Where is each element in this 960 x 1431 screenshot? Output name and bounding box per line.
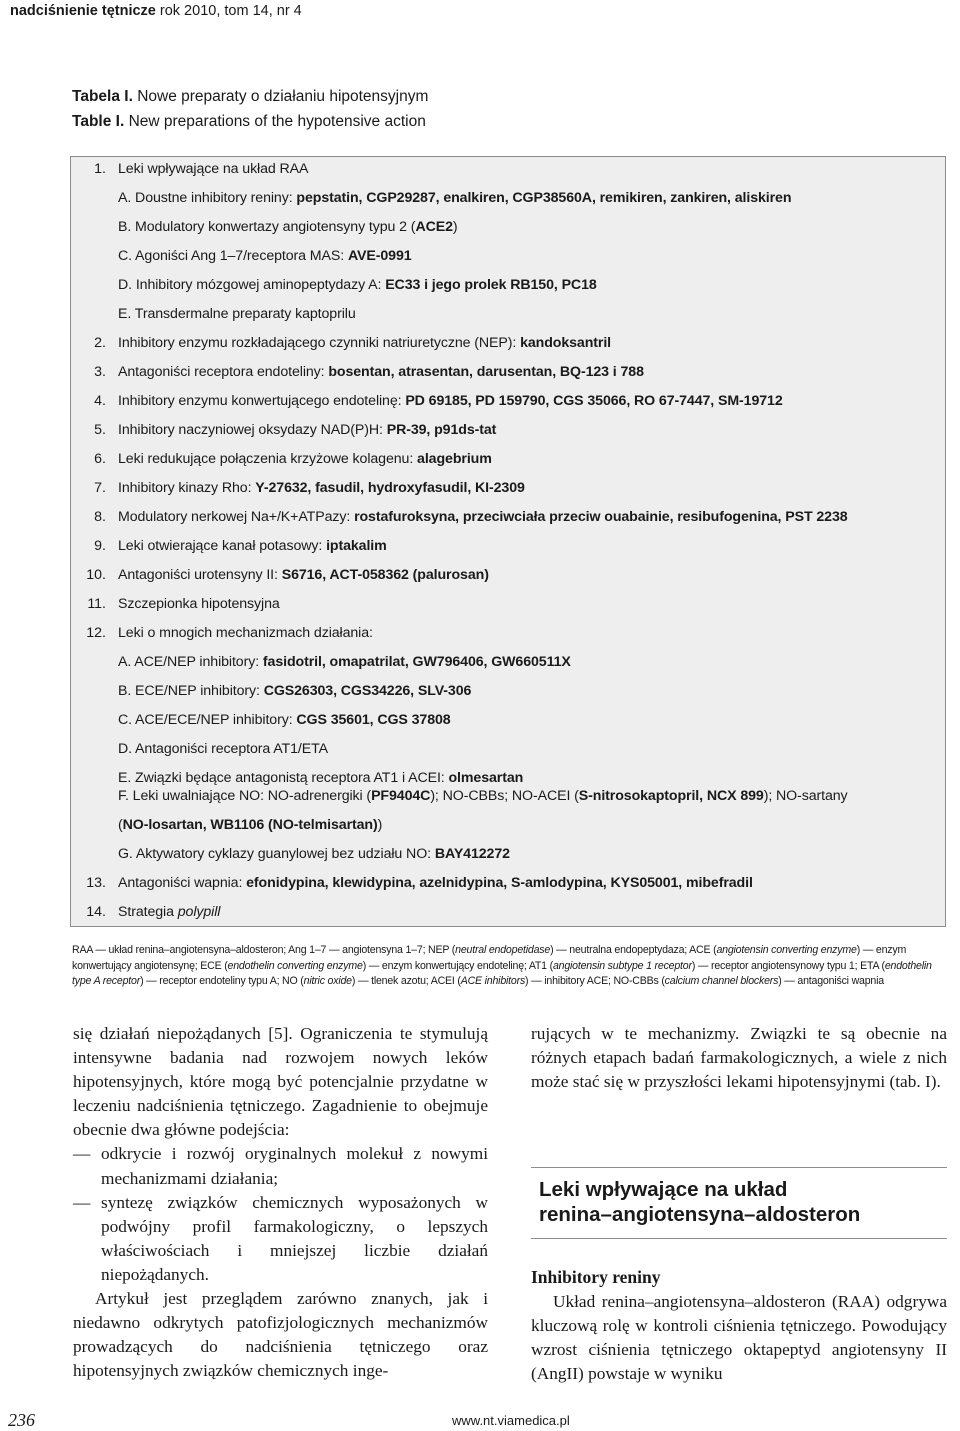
table-row: Strategia polypill — [118, 904, 221, 920]
subsection-heading: Inhibitory reniny — [531, 1267, 661, 1287]
section-heading-line1: Leki wpływające na układ — [539, 1178, 788, 1201]
bullet-text: odkrycie i rozwój oryginalnych molekuł z nowymi mechanizmami działania; — [101, 1144, 488, 1188]
bullet-text: syntezę związków chemicznych wyposażonych w podwójny profil farmakologiczny, o lepszych właściwościach i mniejszej liczbie działań niepożądanych. — [101, 1192, 488, 1284]
paragraph-continuation: rujących w te mechanizmy. Związki te są obecnie na różnych etapach badań farmakologicznych, a wiele z nich może stać się w przyszłości lekami hipotensyjnymi (tab. I). — [531, 1024, 947, 1092]
table-title-en-label: Table I. — [72, 113, 125, 130]
table-row-number: 5. — [94, 422, 106, 438]
table-row-number: 12. — [86, 625, 106, 641]
paragraph-intro: się działań niepożądanych [5]. Ograniczenia te stymulują intensywne badania nad rozwojem nowych leków hipotensyjnych, które mogą być potencjalnie przydatne w leczeniu nadciśnienia tętniczego. Zagadnienie to obejmuje obecnie dwa główne podejścia: — [73, 1024, 488, 1140]
table-row: Antagoniści receptora endoteliny: bosentan, atrasentan, darusentan, BQ-123 i 788 — [118, 364, 644, 380]
table-row: E. Transdermalne preparaty kaptoprilu — [118, 306, 356, 322]
table-row: Leki otwierające kanał potasowy: iptakalim — [118, 538, 387, 554]
article-column-left — [73, 1022, 488, 1383]
table-row: C. ACE/ECE/NEP inhibitory: CGS 35601, CGS 37808 — [118, 712, 451, 728]
table-row: Inhibitory enzymu rozkładającego czynniki natriuretyczne (NEP): kandoksantril — [118, 335, 612, 351]
table-row: E. Związki będące antagonistą receptora AT1 i ACEI: olmesartan — [118, 770, 524, 786]
table-row: B. Modulatory konwertazy angiotensyny typu 2 (ACE2) — [118, 219, 458, 235]
table-title-pl-text: Nowe preparaty o działaniu hipotensyjnym — [137, 88, 429, 105]
table-row: G. Aktywatory cyklazy guanylowej bez udziału NO: BAY412272 — [118, 846, 510, 862]
paragraph-raa: Układ renina–angiotensyna–aldosteron (RAA) odgrywa kluczową rolę w kontroli ciśnienia tętniczego. Powodujący wzrost ciśnienia tętniczego oktapeptyd angiotensyny II (AngII) powstaje w wyniku — [531, 1292, 947, 1384]
table-footnote: RAA — układ renina–angiotensyna–aldosteron; Ang 1–7 — angiotensyna 1–7; NEP (neutral endopetidase) — neutralna endopeptydaza; ACE (angiotensin converting enzyme) — enzym konwertujący angiotensynę; ECE (endothelin converting enzyme) — enzym konwertujący endotelinę; AT1 (angiotensin subtype 1 receptor) — receptor angiotensynowy typu 1; ETA (endothelin type A receptor) — receptor endoteliny typu A; NO (nitric oxide) — tlenek azotu; ACEI (ACE inhibitors) — inhibitory ACE; NO-CBBs (calcium channel blockers) — antagoniści wapnia — [72, 944, 932, 988]
table-row-number: 2. — [94, 335, 106, 351]
table-row-number: 14. — [86, 904, 106, 920]
table-row-number: 11. — [87, 596, 106, 612]
bullet-item — [73, 1191, 488, 1287]
table-row-number: 6. — [94, 451, 106, 467]
table-row: Modulatory nerkowej Na+/K+ATPazy: rostafuroksyna, przeciwciała przeciw ouabainie, resibufogenina, PST 2238 — [118, 509, 848, 525]
drug-table — [70, 156, 946, 927]
table-row-number: 8. — [94, 509, 106, 525]
table-row-number: 13. — [86, 875, 106, 891]
paragraph-review: Artykuł jest przeglądem zarówno znanych, jak i niedawno odkrytych patofizjologicznych mechanizmów prowadzących do nadciśnienia tętniczego oraz hipotensyjnych związków chemicznych inge- — [73, 1289, 488, 1381]
table-row: Antagoniści urotensyny II: S6716, ACT-058362 (palurosan) — [118, 567, 489, 583]
table-row: Szczepionka hipotensyjna — [118, 596, 280, 612]
table-title-pl-label: Tabela I. — [72, 88, 133, 105]
page-number: 236 — [8, 1410, 35, 1430]
bullet-dash: — — [73, 1144, 91, 1164]
table-title-pl — [72, 88, 428, 106]
table-row: D. Inhibitory mózgowej aminopeptydazy A: EC33 i jego prolek RB150, PC18 — [118, 277, 597, 293]
table-row-number: 9. — [94, 538, 106, 554]
table-row: F. Leki uwalniające NO: NO-adrenergiki (PF9404C); NO-CBBs; NO-ACEI (S-nitrosokaptopril, NCX 899); NO-sartany — [118, 788, 848, 804]
footer-url[interactable]: www.nt.viamedica.pl — [452, 1413, 570, 1428]
section-heading — [539, 1177, 860, 1227]
table-row: Antagoniści wapnia: efonidypina, klewidypina, azelnidypina, S-amlodypina, KYS05001, mibefradil — [118, 875, 753, 891]
table-row: Inhibitory naczyniowej oksydazy NAD(P)H: PR-39, p91ds-tat — [118, 422, 497, 438]
section-rule-bottom — [531, 1238, 947, 1239]
table-row: C. Agoniści Ang 1–7/receptora MAS: AVE-0991 — [118, 248, 412, 264]
article-column-right-top — [531, 1022, 947, 1094]
table-row-number: 1. — [94, 161, 106, 177]
table-row: (NO-losartan, WB1106 (NO-telmisartan)) — [118, 817, 383, 833]
table-row: B. ECE/NEP inhibitory: CGS26303, CGS34226, SLV-306 — [118, 683, 472, 699]
table-title-en — [72, 113, 426, 131]
table-row: A. ACE/NEP inhibitory: fasidotril, omapatrilat, GW796406, GW660511X — [118, 654, 571, 670]
table-row: A. Doustne inhibitory reniny: pepstatin, CGP29287, enalkiren, CGP38560A, remikiren, zankiren, aliskiren — [118, 190, 792, 206]
article-column-right-bottom — [531, 1290, 947, 1386]
section-heading-line2: renina–angiotensyna–aldosteron — [539, 1203, 861, 1226]
table-row-number: 3. — [94, 364, 106, 380]
table-row: Leki redukujące połączenia krzyżowe kolagenu: alagebrium — [118, 451, 492, 467]
table-row: D. Antagoniści receptora AT1/ETA — [118, 741, 328, 757]
table-title-en-text: New preparations of the hypotensive action — [128, 113, 426, 130]
journal-name: nadciśnienie tętnicze — [10, 3, 156, 19]
journal-issue: rok 2010, tom 14, nr 4 — [159, 3, 302, 19]
bullet-item — [73, 1142, 488, 1190]
table-row: Leki o mnogich mechanizmach działania: — [118, 625, 373, 641]
table-row-number: 7. — [94, 480, 106, 496]
section-rule-top — [531, 1167, 947, 1168]
table-row-number: 10. — [86, 567, 106, 583]
table-row: Inhibitory enzymu konwertującego endotelinę: PD 69185, PD 159790, CGS 35066, RO 67-7447, SM-19712 — [118, 393, 783, 409]
journal-header — [10, 3, 302, 19]
table-row-number: 4. — [94, 393, 106, 409]
bullet-dash: — — [73, 1192, 91, 1212]
table-row: Inhibitory kinazy Rho: Y-27632, fasudil, hydroxyfasudil, KI-2309 — [118, 480, 525, 496]
table-row: Leki wpływające na układ RAA — [118, 161, 309, 177]
